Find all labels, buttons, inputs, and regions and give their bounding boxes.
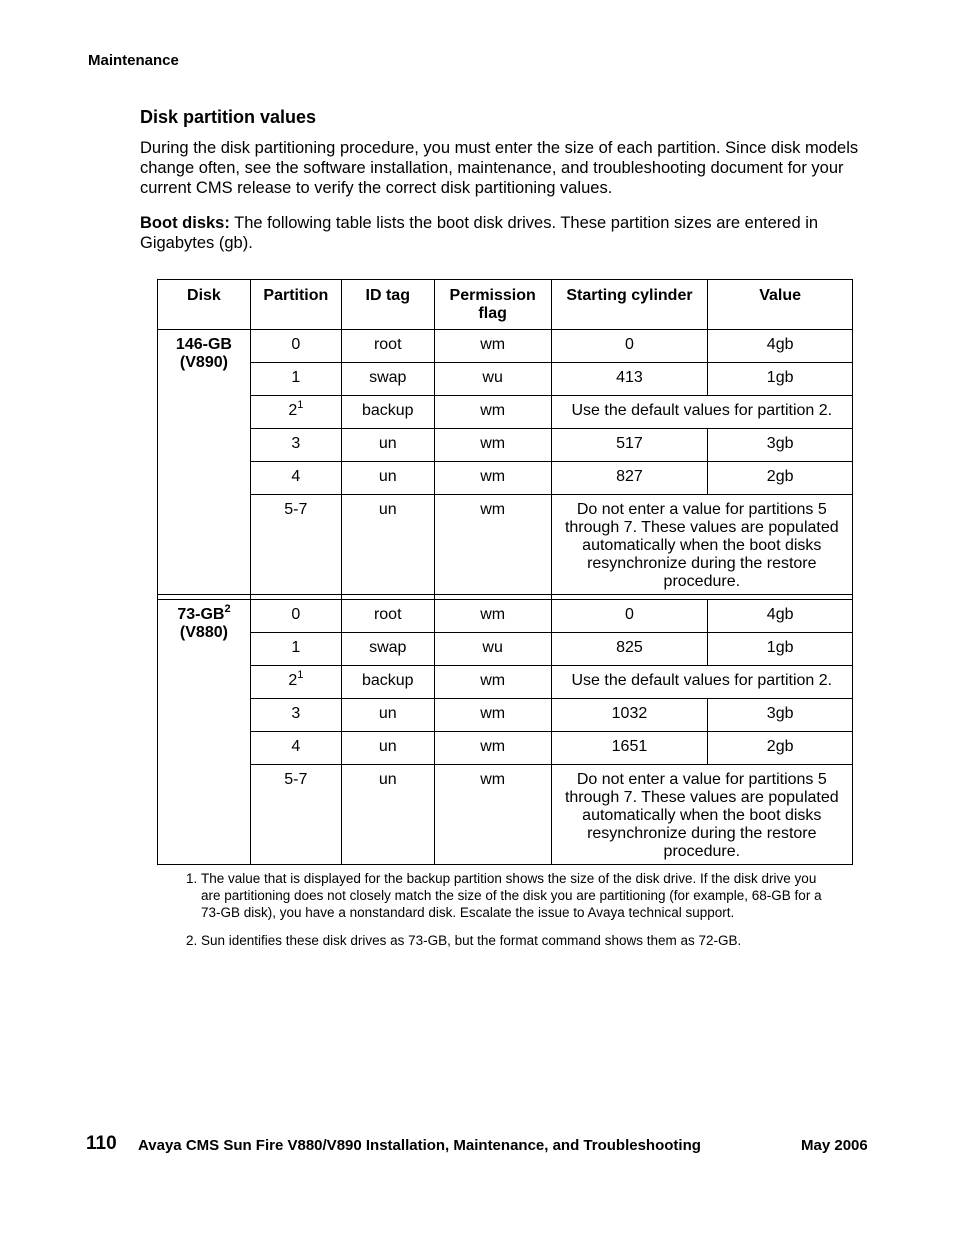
cylinder-cell: 1651 — [551, 732, 708, 765]
disk-name: 146-GB — [175, 336, 232, 353]
partition-number: 2 — [288, 672, 298, 689]
section-title: Disk partition values — [140, 107, 317, 127]
flag-cell: wm — [434, 600, 551, 633]
value-cell: 1gb — [708, 363, 853, 396]
value-cell: 3gb — [708, 699, 853, 732]
flag-cell: wm — [434, 495, 551, 595]
partition-cell: 5-7 — [250, 495, 341, 595]
partition-cell: 3 — [250, 699, 341, 732]
header-partition: Partition — [250, 280, 341, 330]
partition-cell: 5-7 — [250, 765, 341, 865]
header-starting-cylinder: Starting cylinder — [551, 280, 708, 330]
flag-cell: wm — [434, 330, 551, 363]
partition-cell: 4 — [250, 462, 341, 495]
id-tag-cell: backup — [341, 396, 434, 429]
header-disk: Disk — [158, 280, 251, 330]
footnotes — [186, 870, 826, 960]
disk-cell-146gb — [158, 330, 251, 595]
partition-cell — [250, 666, 341, 699]
page-number: 110 — [86, 1133, 117, 1154]
header-value: Value — [708, 280, 853, 330]
flag-cell: wm — [434, 699, 551, 732]
flag-cell: wm — [434, 732, 551, 765]
boot-disks-label: Boot disks: — [140, 214, 230, 232]
partition-cell: 3 — [250, 429, 341, 462]
flag-cell: wm — [434, 666, 551, 699]
footnote-ref: 1 — [297, 668, 304, 681]
flag-cell: wm — [434, 429, 551, 462]
flag-cell: wm — [434, 396, 551, 429]
id-tag-cell: swap — [341, 363, 434, 396]
disk-model: (V880) — [179, 624, 228, 641]
id-tag-cell: un — [341, 765, 434, 865]
partition-number: 2 — [288, 402, 298, 419]
id-tag-cell: root — [341, 330, 434, 363]
footnote-text: The value that is displayed for the backup partition shows the size of the disk drive. If the disk drive you are partitioning does not closely match the size of the disk you are partitioning (for example, 68-GB for a 73-GB disk), you have a nonstandard disk. Escalate the issue to Avaya technical support. — [201, 871, 822, 920]
partition-cell: 4 — [250, 732, 341, 765]
partition-cell: 1 — [250, 633, 341, 666]
cylinder-cell: 413 — [551, 363, 708, 396]
table-row — [158, 633, 853, 666]
table-row — [158, 495, 853, 595]
boot-disks-paragraph — [140, 213, 860, 253]
id-tag-cell: backup — [341, 666, 434, 699]
table-row — [158, 666, 853, 699]
boot-disks-text: The following table lists the boot disk drives. These partition sizes are entered in Gigabytes (gb). — [140, 214, 819, 252]
footer-date: May 2006 — [801, 1137, 868, 1154]
flag-cell: wu — [434, 633, 551, 666]
id-tag-cell: un — [341, 462, 434, 495]
flag-cell: wm — [434, 462, 551, 495]
partition-table — [157, 279, 853, 865]
table-row — [158, 363, 853, 396]
table-row — [158, 330, 853, 363]
footer-doc-title: Avaya CMS Sun Fire V880/V890 Installation, Maintenance, and Troubleshooting — [138, 1137, 701, 1154]
id-tag-cell: un — [341, 732, 434, 765]
footnote-2 — [186, 932, 826, 949]
cylinder-cell: 517 — [551, 429, 708, 462]
cylinder-cell: 1032 — [551, 699, 708, 732]
id-tag-cell: un — [341, 495, 434, 595]
cylinder-cell: 827 — [551, 462, 708, 495]
table-row — [158, 732, 853, 765]
intro-paragraph: During the disk partitioning procedure, you must enter the size of each partition. Since disk models change often, see the software installation, maintenance, and troubleshooting document for your current CMS release to verify the correct disk partitioning values. — [140, 139, 859, 197]
table-row — [158, 600, 853, 633]
footnote-ref: 1 — [297, 398, 304, 411]
id-tag-cell: un — [341, 429, 434, 462]
id-tag-cell: root — [341, 600, 434, 633]
cylinder-cell: 0 — [551, 600, 708, 633]
default-note-cell: Use the default values for partition 2. — [551, 666, 852, 699]
value-cell: 4gb — [708, 330, 853, 363]
partition-cell: 0 — [250, 330, 341, 363]
partition-cell — [250, 396, 341, 429]
header-permission-flag: Permission flag — [434, 280, 551, 330]
flag-cell: wu — [434, 363, 551, 396]
footnote-ref: 2 — [224, 602, 231, 615]
value-cell: 2gb — [708, 462, 853, 495]
footnote-number: 2. — [186, 933, 198, 948]
disk-name: 73-GB — [177, 606, 225, 623]
disk-model: (V890) — [179, 354, 228, 371]
table-row — [158, 699, 853, 732]
value-cell: 2gb — [708, 732, 853, 765]
header-id-tag: ID tag — [341, 280, 434, 330]
partition-cell: 1 — [250, 363, 341, 396]
table-row — [158, 462, 853, 495]
default-note-cell: Use the default values for partition 2. — [551, 396, 852, 429]
table-row — [158, 396, 853, 429]
partition-cell: 0 — [250, 600, 341, 633]
table-row — [158, 765, 853, 865]
value-cell: 3gb — [708, 429, 853, 462]
table-row — [158, 429, 853, 462]
value-cell: 1gb — [708, 633, 853, 666]
running-head: Maintenance — [88, 52, 179, 69]
disk-cell-73gb — [158, 600, 251, 865]
id-tag-cell: swap — [341, 633, 434, 666]
auto-populate-note-cell: Do not enter a value for partitions 5 through 7. These values are populated automatically when the boot disks resynchronize during the restore procedure. — [551, 765, 852, 865]
auto-populate-note-cell: Do not enter a value for partitions 5 through 7. These values are populated automatically when the boot disks resynchronize during the restore procedure. — [551, 495, 852, 595]
footnote-number: 1. — [186, 871, 198, 886]
flag-cell: wm — [434, 765, 551, 865]
id-tag-cell: un — [341, 699, 434, 732]
footnote-text: Sun identifies these disk drives as 73-GB, but the format command shows them as 72-GB. — [201, 933, 742, 948]
value-cell: 4gb — [708, 600, 853, 633]
table-header-row — [158, 280, 853, 330]
cylinder-cell: 825 — [551, 633, 708, 666]
cylinder-cell: 0 — [551, 330, 708, 363]
footnote-1 — [186, 870, 826, 921]
